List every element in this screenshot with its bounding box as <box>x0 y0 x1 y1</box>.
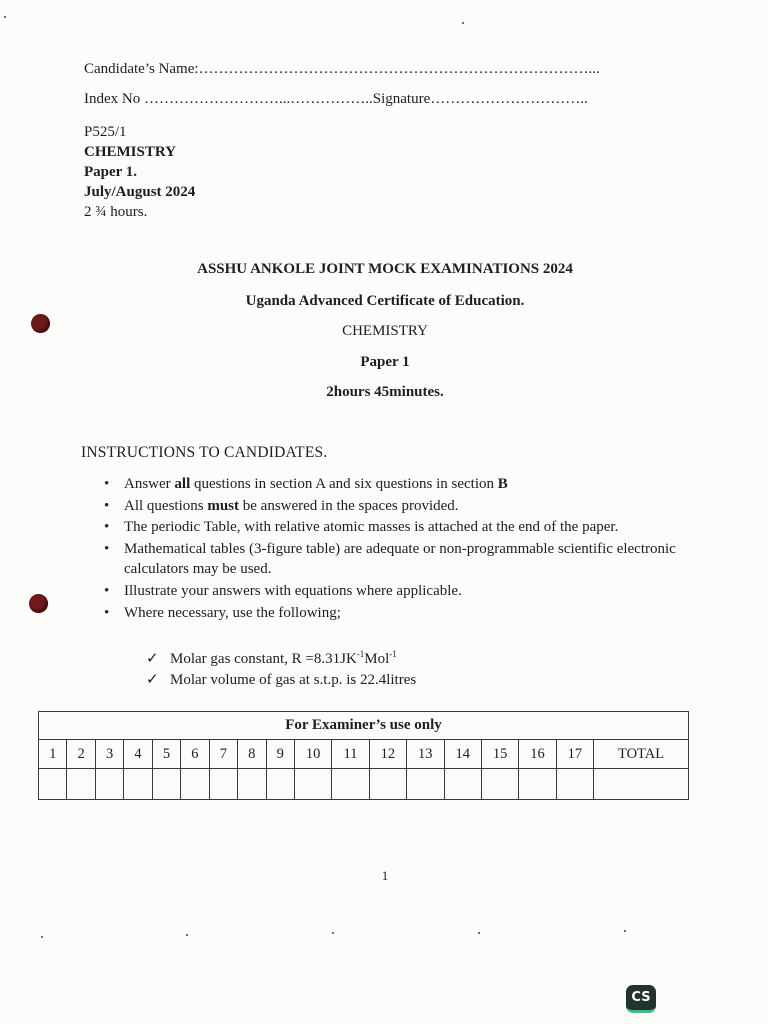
score-cell[interactable] <box>95 769 123 800</box>
score-cell[interactable] <box>369 769 406 800</box>
scan-speck <box>332 932 334 934</box>
page-number: 1 <box>381 868 389 883</box>
score-cell[interactable] <box>556 769 593 800</box>
score-cell[interactable] <box>266 769 294 800</box>
exam-title: ASSHU ANKOLE JOINT MOCK EXAMINATIONS 2024 <box>197 261 573 277</box>
paper-subject: CHEMISTRY <box>84 144 176 160</box>
paper-title: Paper 1 <box>360 354 410 370</box>
score-cell[interactable] <box>209 769 237 800</box>
paper-meta <box>84 122 195 222</box>
score-cell[interactable] <box>519 769 556 800</box>
list-item: • Answer all questions in section A and six questions in section B <box>104 474 684 496</box>
table-cell: 16 <box>519 740 556 769</box>
table-row <box>39 740 689 769</box>
score-cell[interactable] <box>444 769 481 800</box>
scan-speck <box>4 16 6 18</box>
score-cell[interactable] <box>124 769 152 800</box>
table-cell: 3 <box>95 740 123 769</box>
table-cell: 14 <box>444 740 481 769</box>
table-cell: 13 <box>407 740 444 769</box>
hole-punch <box>31 314 50 333</box>
score-cell[interactable] <box>238 769 266 800</box>
table-cell: 7 <box>209 740 237 769</box>
score-cell[interactable] <box>332 769 369 800</box>
score-cell[interactable] <box>39 769 67 800</box>
score-cell[interactable] <box>152 769 180 800</box>
table-cell: 11 <box>332 740 369 769</box>
hole-punch <box>29 594 48 613</box>
table-cell: 17 <box>556 740 593 769</box>
scan-speck <box>462 22 464 24</box>
paper-duration: 2 ¾ hours. <box>84 204 148 220</box>
table-cell: 9 <box>266 740 294 769</box>
paper-code: P525/1 <box>84 124 127 140</box>
constant-volume: ✓ Molar volume of gas at s.t.p. is 22.4litres <box>146 672 417 688</box>
scan-speck <box>186 934 188 936</box>
examiner-table-title: For Examiner’s use only <box>39 712 689 740</box>
score-cell[interactable] <box>294 769 331 800</box>
scan-speck <box>478 932 480 934</box>
list-item: • The periodic Table, with relative atomic masses is attached at the end of the paper. <box>104 517 684 537</box>
score-cell[interactable] <box>481 769 518 800</box>
paper-number: Paper 1. <box>84 164 138 180</box>
check-icon: ✓ <box>146 651 159 667</box>
score-cell[interactable] <box>594 769 689 800</box>
table-row <box>39 769 689 800</box>
certificate-title: Uganda Advanced Certificate of Education. <box>245 293 525 309</box>
list-item: • Illustrate your answers with equations where applicable. <box>104 581 684 603</box>
table-cell: 4 <box>124 740 152 769</box>
table-cell: TOTAL <box>594 740 689 769</box>
table-cell: 2 <box>67 740 95 769</box>
table-cell: 5 <box>152 740 180 769</box>
table-cell: 15 <box>481 740 518 769</box>
instructions-heading: INSTRUCTIONS TO CANDIDATES. <box>81 444 328 461</box>
table-cell: 6 <box>181 740 209 769</box>
candidate-name-line: Candidate’s Name:……………………………………………………………………... <box>84 61 600 77</box>
table-cell: 10 <box>294 740 331 769</box>
constant-gas: ✓ Molar gas constant, $R =8.31JK^{-1}Mol^{-1}$ <box>146 649 397 667</box>
scanner-logo: CS <box>626 985 656 1013</box>
time-title: 2hours 45minutes. <box>326 384 444 400</box>
scan-speck <box>624 930 626 932</box>
scan-speck <box>41 936 43 938</box>
list-item: • Mathematical tables (3-figure table) are adequate or non-programmable scientific electronic calculators may be used. <box>104 539 684 579</box>
check-icon: ✓ <box>146 672 159 688</box>
table-cell: 12 <box>369 740 406 769</box>
score-cell[interactable] <box>407 769 444 800</box>
list-item: • Where necessary, use the following; <box>104 603 684 625</box>
list-item: • All questions must be answered in the spaces provided. <box>104 496 684 518</box>
score-cell[interactable] <box>181 769 209 800</box>
paper-date: July/August 2024 <box>84 184 196 200</box>
instructions-list <box>104 474 684 624</box>
examiner-table <box>38 711 689 800</box>
table-cell: 1 <box>39 740 67 769</box>
table-cell: 8 <box>238 740 266 769</box>
score-cell[interactable] <box>67 769 95 800</box>
index-signature-line: Index No ………………………...……………..Signature………………………….. <box>84 91 588 107</box>
subject-title: CHEMISTRY <box>342 323 428 339</box>
